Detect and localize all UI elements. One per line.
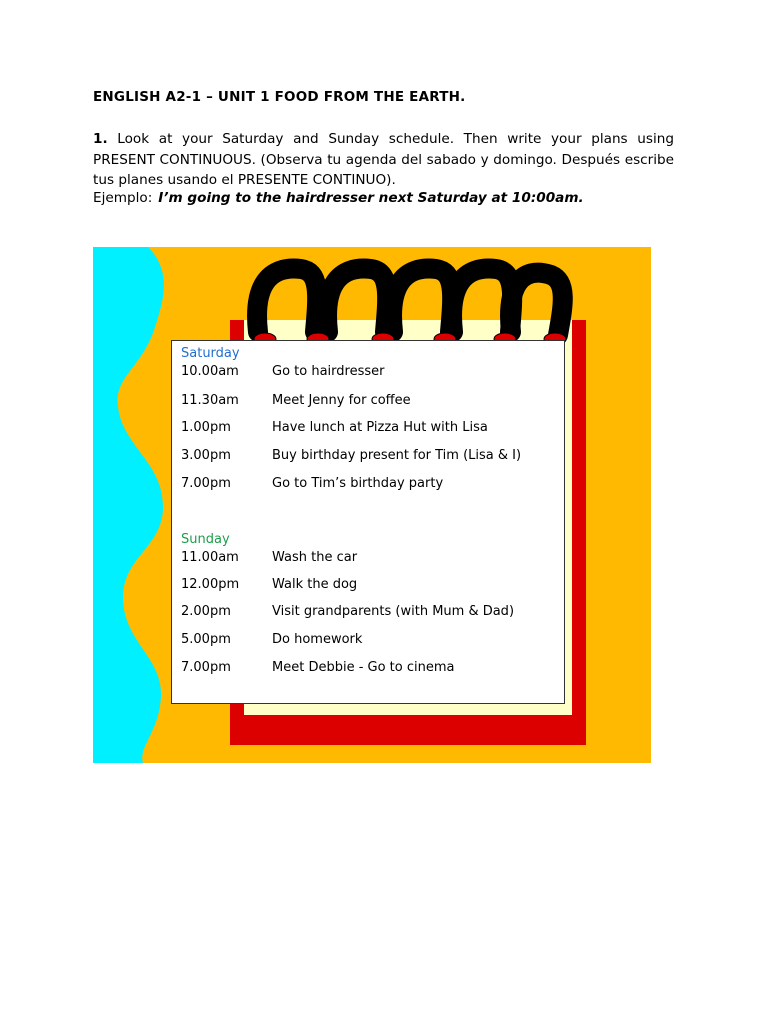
schedule-card [171,340,565,704]
schedule-activity: Meet Debbie - Go to cinema [272,660,455,675]
instruction-text: Look at your Saturday and Sunday schedule. Then write your plans using PRESENT CONTINUOUS. (Observa tu agenda del sabado y domingo. Después escribe tus planes usando el PRESENTE CONTINUO). [93,131,674,188]
schedule-time: 11.30am [181,393,239,408]
schedule-row [181,632,561,650]
schedule-activity: Visit grandparents (with Mum & Dad) [272,604,515,619]
schedule-time: 3.00pm [181,448,231,463]
schedule-activity: Go to hairdresser [272,364,385,379]
schedule-activity: Wash the car [272,550,358,565]
instruction-paragraph [93,129,674,191]
example-sentence: I’m going to the hairdresser next Saturday at 10:00am. [158,190,584,206]
cyan-wave [93,247,164,763]
schedule-row [181,364,561,382]
schedule-activity: Have lunch at Pizza Hut with Lisa [272,420,488,435]
schedule-activity: Meet Jenny for coffee [272,393,411,408]
schedule-time: 2.00pm [181,604,231,619]
schedule-row [181,604,561,622]
schedule-row [181,448,561,466]
schedule-activity: Go to Tim’s birthday party [272,476,444,491]
schedule-activity: Do homework [272,632,363,647]
schedule-row [181,420,561,438]
schedule-time: 7.00pm [181,476,231,491]
schedule-row [181,393,561,411]
example-label: Ejemplo: [93,190,153,206]
schedule-time: 1.00pm [181,420,231,435]
schedule-activity: Buy birthday present for Tim (Lisa & I) [272,448,522,463]
schedule-row [181,476,561,494]
schedule-activity: Walk the dog [272,577,358,592]
schedule-time: 10.00am [181,364,239,379]
schedule-time: 7.00pm [181,660,231,675]
schedule-time: 5.00pm [181,632,231,647]
page-heading: ENGLISH A2-1 – UNIT 1 FOOD FROM THE EARTH. [93,89,466,105]
schedule-time: 11.00am [181,550,239,565]
schedule-time: 12.00pm [181,577,240,592]
schedule-row [181,660,561,678]
saturday-title: Saturday [181,346,240,361]
instruction-number: 1. [93,131,108,147]
example-line [93,190,584,206]
sunday-title: Sunday [181,532,230,547]
schedule-row [181,550,561,568]
schedule-row [181,577,561,595]
